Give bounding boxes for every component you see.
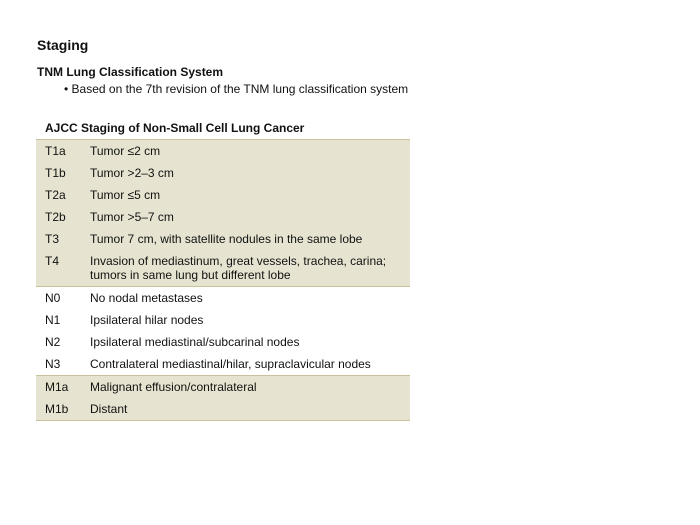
table-row <box>36 162 410 184</box>
table-row <box>36 184 410 206</box>
stage-code: T4 <box>45 254 60 268</box>
t-group <box>36 140 410 287</box>
stage-code: T2b <box>45 210 66 224</box>
table-row <box>36 228 410 250</box>
stage-code: N1 <box>45 313 61 327</box>
bullet-note: • Based on the 7th revision of the TNM lung classification system <box>64 82 409 96</box>
stage-code: T2a <box>45 188 66 202</box>
stage-description: Malignant effusion/contralateral <box>90 380 257 394</box>
stage-description: Distant <box>90 402 128 416</box>
table-row <box>36 398 410 420</box>
stage-code: T3 <box>45 232 60 246</box>
staging-table <box>36 117 410 421</box>
stage-description: Tumor ≤5 cm <box>90 188 161 202</box>
stage-description: Contralateral mediastinal/hilar, supraclavicular nodes <box>90 357 371 371</box>
stage-code: M1b <box>45 402 69 416</box>
stage-description: No nodal metastases <box>90 291 203 305</box>
table-row <box>36 287 410 309</box>
stage-description: Tumor >5–7 cm <box>90 210 174 224</box>
stage-code: N0 <box>45 291 61 305</box>
stage-code: M1a <box>45 380 69 394</box>
stage-code: T1b <box>45 166 66 180</box>
table-row <box>36 140 410 162</box>
stage-description: Tumor ≤2 cm <box>90 144 161 158</box>
stage-code: N2 <box>45 335 61 349</box>
stage-description: Ipsilateral mediastinal/subcarinal nodes <box>90 335 300 349</box>
stage-description: Tumor 7 cm, with satellite nodules in the same lobe <box>90 232 363 246</box>
stage-description: Ipsilateral hilar nodes <box>90 313 204 327</box>
table-body <box>36 140 410 421</box>
table-row <box>36 206 410 228</box>
table-row <box>36 309 410 331</box>
table-row <box>36 376 410 398</box>
table-row <box>36 250 410 286</box>
table-row <box>36 331 410 353</box>
stage-description: Invasion of mediastinum, great vessels, trachea, carina; tumors in same lung but different lobe <box>90 254 387 282</box>
page-title: Staging <box>37 37 89 53</box>
table-row <box>36 353 410 375</box>
n-group <box>36 287 410 376</box>
stage-code: N3 <box>45 357 61 371</box>
stage-code: T1a <box>45 144 66 158</box>
section-subtitle: TNM Lung Classification System <box>37 65 224 79</box>
stage-description: Tumor >2–3 cm <box>90 166 174 180</box>
m-group <box>36 376 410 421</box>
table-title: AJCC Staging of Non-Small Cell Lung Cancer <box>36 117 410 140</box>
